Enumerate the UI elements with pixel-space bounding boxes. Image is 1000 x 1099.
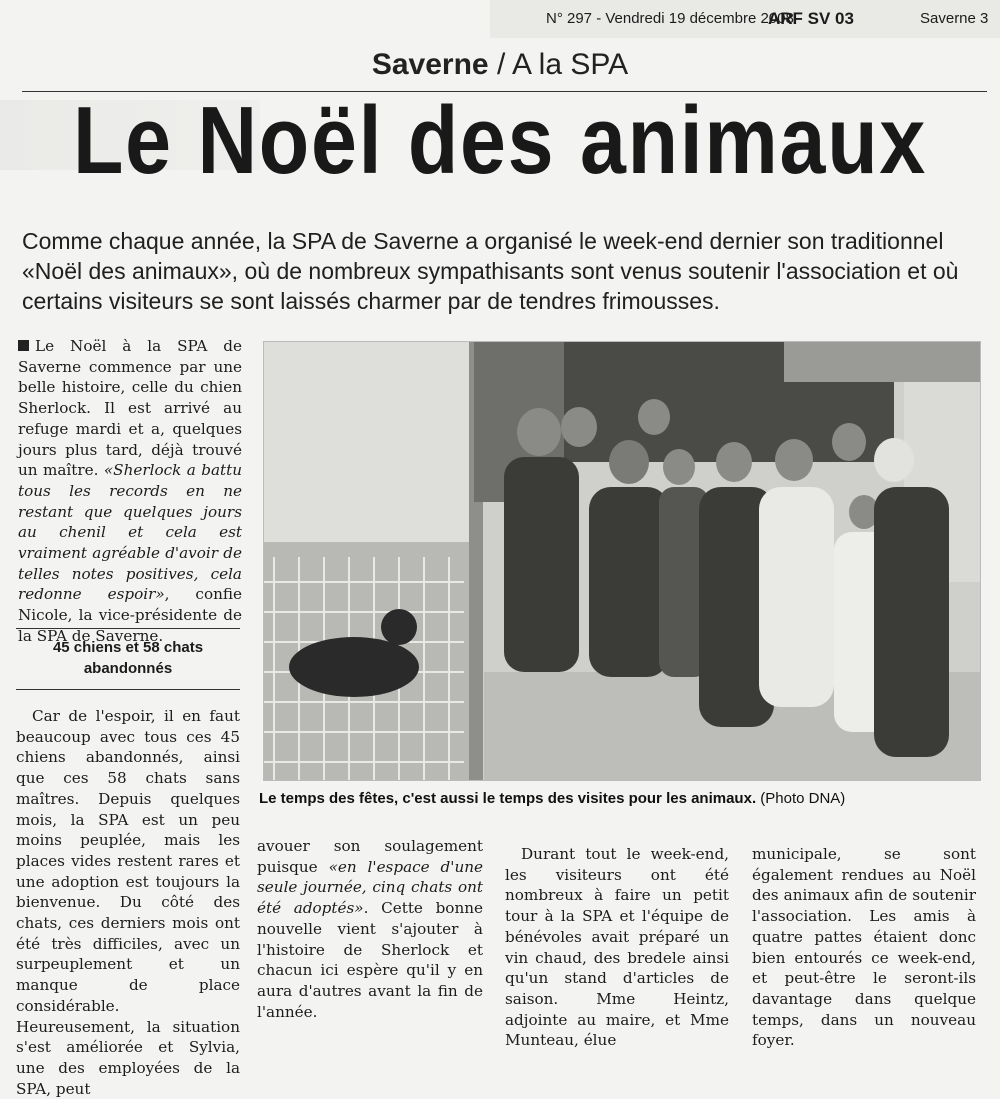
section-topic: / A la SPA xyxy=(488,48,629,81)
col2-text-b: . Cette bonne nouvelle vient s'ajouter à l'histoire de Sherlock et chacun ici espère qu'il y en aura d'autres avant la fin de l'année. xyxy=(257,899,484,1021)
column-2 xyxy=(257,836,483,1022)
page-number: Saverne 3 xyxy=(920,10,989,27)
headline: Le Noël des animaux xyxy=(73,87,927,194)
standfirst: Comme chaque année, la SPA de Saverne a organisé le week-end dernier son traditionnel «Noël des animaux», où de nombreux sympathisants sont venus soutenir l'association et où certains visiteurs se sont laissés charmer par de tendres frimousses. xyxy=(22,228,959,314)
col1-text-a: Le Noël à la SPA de Saverne commence par une belle histoire, celle du chien Sherlock. Il est arrivé au refuge mardi et a, quelques jours plus tard, déjà trouvé un maître. xyxy=(18,337,242,480)
photo-caption xyxy=(259,790,989,807)
photo-credit: (Photo DNA) xyxy=(756,790,846,807)
column-4 xyxy=(752,844,976,1051)
col2-quote: «en l'espace d'une seule journée, cinq chats ont été adoptés» xyxy=(257,857,483,918)
section-label xyxy=(0,48,1000,82)
issue-date: N° 297 - Vendredi 19 décembre 2008 xyxy=(546,10,794,27)
col1-quote: «Sherlock a battu tous les records en ne restant que quelques jours au chenil et cela est vraiment agréable d'avoir de telles notes positives, cela redonne espoir» xyxy=(18,461,242,604)
col1-text-b: , confie Nicole, la vice-présidente de la SPA de Saverne. xyxy=(18,585,242,645)
col1-paragraph-2: Car de l'espoir, il en faut beaucoup avec tous ces 45 chiens abandonnés, ainsi que ces 58 chats sans maîtres. Depuis quelques mois, la SPA est un peu moins peuplée, mais les places vides restent rares et une adoption est toujours la bienvenue. Du côté des chats, ces derniers mois ont été très difficiles, avec un surpeuplement et un manque de place considérable. Heureusement, la situation s'est améliorée et Sylvia, une des employées de la SPA, peut xyxy=(16,707,240,1098)
article-photo xyxy=(263,341,981,781)
photo-illustration xyxy=(264,342,980,780)
column-3 xyxy=(505,844,729,1051)
bullet-square xyxy=(18,340,29,351)
col3-paragraph: Durant tout le week-end, les visiteurs ont été nombreux à faire un petit tour à la SPA et l'équipe de bénévoles avait préparé un vin chaud, des bredele ainsi qu'un stand d'articles de saison. Mme Heintz, adjointe au maire, et Mme Munteau, élue xyxy=(505,845,729,1050)
section-town: Saverne xyxy=(371,48,489,81)
intertitle: 45 chiens et 58 chats abandonnés xyxy=(16,628,240,690)
caption-text: Le temps des fêtes, c'est aussi le temps des visites pour les animaux. xyxy=(259,790,757,807)
col4-paragraph: municipale, se sont également rendues au Noël des animaux afin de soutenir l'association. Les amis à quatre pattes étaient donc bien entourés ce week-end, et peut-être le seront-ils davantage dans quelque temps, dans un nouveau foyer. xyxy=(752,845,976,1050)
edition-code: ARF SV 03 xyxy=(768,9,854,28)
col2-text-a: avouer son soulagement puisque xyxy=(257,837,483,876)
column-1-continued xyxy=(16,706,240,1099)
column-1 xyxy=(18,336,242,647)
page-header xyxy=(490,0,1000,38)
